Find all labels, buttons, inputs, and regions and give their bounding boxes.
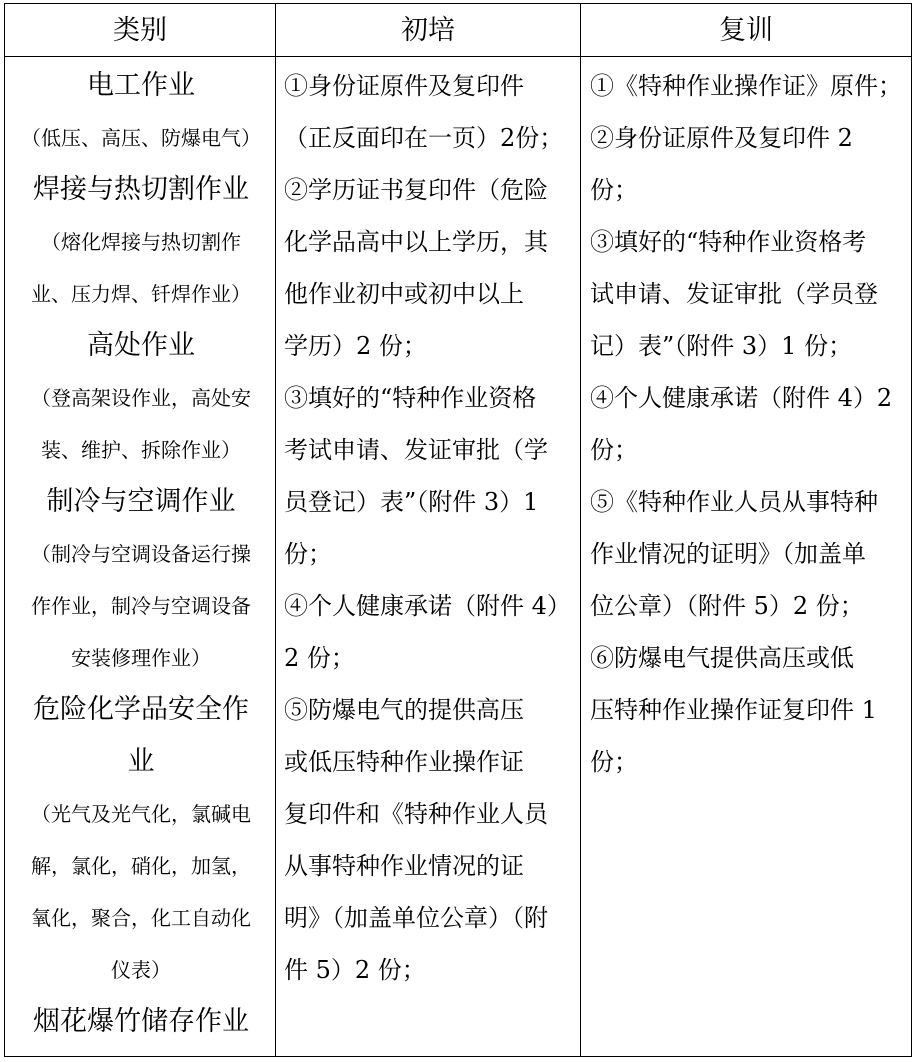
retrain-requirement-line: ⑤《特种作业人员从事特种 [590, 488, 878, 516]
category-note: 作作业，制冷与空调设备 [31, 594, 251, 618]
table-left-border [4, 3, 5, 1057]
category-title: 制冷与空调作业 [46, 486, 236, 517]
category-title: 烟花爆竹储存作业 [33, 1006, 249, 1037]
retrain-requirement-line: 份； [590, 748, 638, 776]
initial-requirement-line: 明》（加盖单位公章）（附 [284, 904, 548, 932]
initial-requirement-line: 或低压特种作业操作证 [284, 748, 524, 776]
category-note: 解，氯化，硝化，加氢， [31, 854, 251, 878]
initial-requirement-line: ②学历证书复印件（危险 [284, 176, 548, 204]
initial-requirement-line: ④个人健康承诺（附件 4） [284, 592, 571, 620]
category-note: 业、压力焊、钎焊作业） [31, 282, 251, 306]
category-note: （低压、高压、防爆电气） [21, 126, 261, 150]
initial-requirement-line: 考试申请、发证审批（学 [284, 436, 548, 464]
retrain-requirement-line: 份； [590, 436, 638, 464]
initial-requirement-line: 学历）2 份； [284, 332, 427, 360]
category-note: （登高架设作业，高处安 [31, 386, 251, 410]
table-right-border [911, 3, 912, 1057]
retrain-column [590, 60, 906, 788]
category-note: 安装修理作业） [71, 646, 211, 670]
initial-column [284, 60, 574, 996]
category-title: 业 [127, 746, 155, 777]
retrain-requirement-line: 试申请、发证审批（学员登 [590, 280, 878, 308]
initial-requirement-line: 份； [284, 540, 332, 568]
initial-requirement-line: ⑤防爆电气的提供高压 [284, 696, 524, 724]
retrain-requirement-line: ④个人健康承诺（附件 4）2 [590, 384, 893, 412]
retrain-requirement-line: 压特种作业操作证复印件 1 [590, 696, 877, 724]
initial-requirement-line: 他作业初中或初中以上 [284, 280, 524, 308]
retrain-requirement-line: 记）表”（附件 3）1 份； [590, 332, 853, 360]
category-note: （制冷与空调设备运行操 [31, 542, 251, 566]
initial-requirement-line: 从事特种作业情况的证 [284, 852, 524, 880]
header-initial: 初培 [401, 15, 455, 46]
column-divider-1 [275, 3, 276, 1057]
initial-requirement-line: ③填好的“特种作业资格 [284, 384, 537, 412]
initial-requirement-line: 化学品高中以上学历，其 [284, 228, 548, 256]
table-bottom-border [4, 1056, 912, 1057]
retrain-requirement-line: ②身份证原件及复印件 2 [590, 124, 853, 152]
category-note: （光气及光气化，氯碱电 [31, 802, 251, 826]
header-divider [4, 56, 912, 57]
category-note: （熔化焊接与热切割作 [41, 230, 241, 254]
initial-requirement-line: 件 5）2 份； [284, 956, 426, 984]
initial-requirement-line: （正反面印在一页）2份； [284, 124, 564, 152]
retrain-requirement-line: 份； [590, 176, 638, 204]
retrain-requirement-line: 位公章）（附件 5）2 份； [590, 592, 864, 620]
table-top-border [4, 3, 912, 4]
initial-requirement-line: 员登记）表”（附件 3）1 [284, 488, 539, 516]
category-title: 高处作业 [87, 330, 195, 361]
category-title: 焊接与热切割作业 [33, 174, 249, 205]
category-title: 电工作业 [87, 70, 195, 101]
retrain-requirement-line: ①《特种作业操作证》原件； [590, 72, 902, 100]
retrain-requirement-line: ③填好的“特种作业资格考 [590, 228, 867, 256]
category-column [8, 60, 274, 1048]
retrain-requirement-line: ⑥防爆电气提供高压或低 [590, 644, 854, 672]
category-note: 氧化，聚合，化工自动化 [31, 906, 251, 930]
retrain-requirement-line: 作业情况的证明》（加盖单 [590, 540, 866, 568]
column-divider-2 [580, 3, 581, 1057]
category-note: 装、维护、拆除作业） [41, 438, 241, 462]
initial-requirement-line: 复印件和《特种作业人员 [284, 800, 548, 828]
header-retrain: 复训 [719, 15, 773, 46]
category-title: 危险化学品安全作 [33, 694, 249, 725]
initial-requirement-line: 2 份； [284, 644, 355, 672]
category-note: 仪表） [111, 958, 171, 982]
header-category: 类别 [113, 15, 167, 46]
initial-requirement-line: ①身份证原件及复印件 [284, 72, 524, 100]
